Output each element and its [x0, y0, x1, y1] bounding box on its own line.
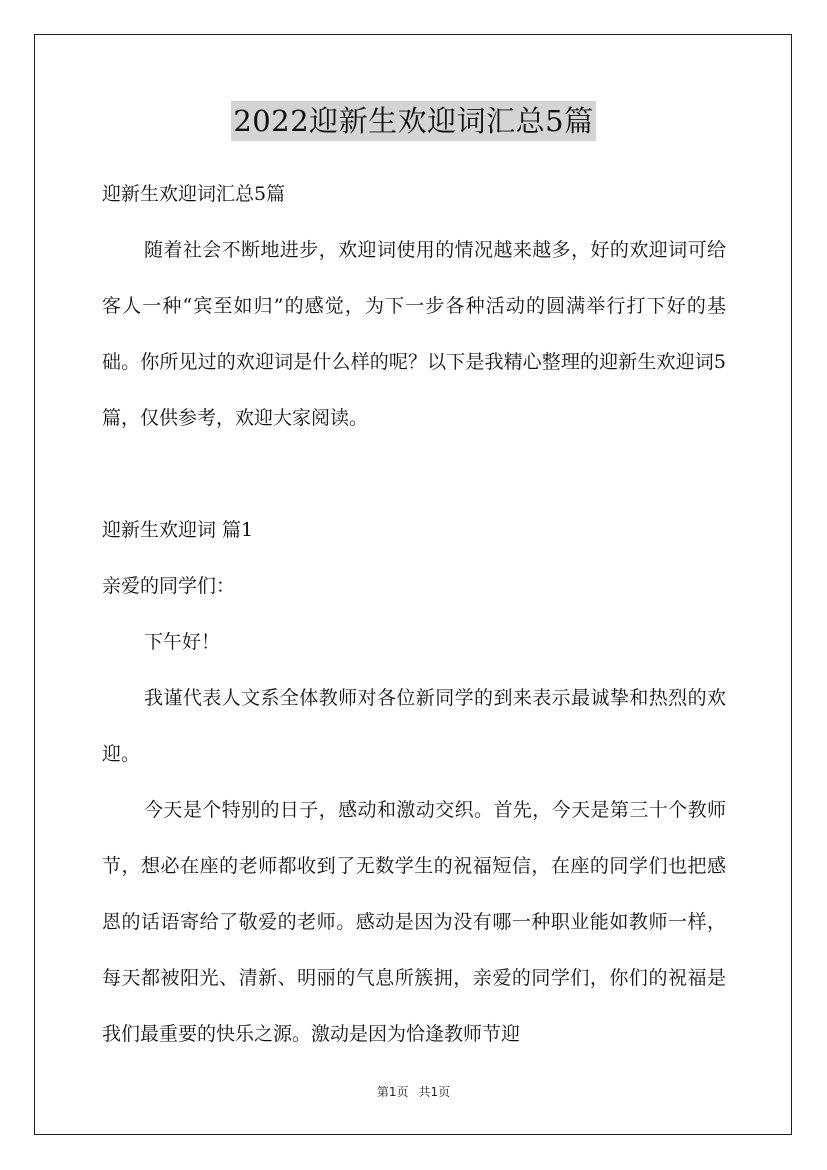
page-footer [0, 1083, 827, 1100]
body-paragraph-2: 今天是个特别的日子，感动和激动交织。首先，今天是第三十个教师节，想必在座的老师都收到了无数学生的祝福短信，在座的同学们也把感恩的话语寄给了敬爱的老师。感动是因为没有哪一种职业能如教师一样，每天都被阳光、清新、明丽的气息所簇拥，亲爱的同学们，你们的祝福是我们最重要的快乐之源。激动是因为恰逢教师节迎 [102, 799, 726, 1045]
page-number: 第1页 [376, 1085, 409, 1099]
document-title [0, 101, 827, 141]
document-body [102, 166, 726, 1062]
body-paragraph-1: 我谨代表人文系全体教师对各位新同学的到来表示最诚挚和热烈的欢迎。 [102, 687, 726, 765]
section-heading: 迎新生欢迎词 篇1 [102, 519, 254, 541]
document-subtitle: 迎新生欢迎词汇总5篇 [102, 183, 286, 205]
page-total: 共1页 [418, 1085, 451, 1099]
intro-paragraph: 随着社会不断地进步，欢迎词使用的情况越来越多，好的欢迎词可给客人一种“宾至如归”的感觉，为下一步各种活动的圆满举行打下好的基础。你所见过的欢迎词是什么样的呢？以下是我精心整理的迎新生欢迎词5篇，仅供参考，欢迎大家阅读。 [102, 239, 726, 429]
blank-line [102, 446, 726, 502]
greeting: 下午好！ [144, 631, 221, 653]
document-title-text: 2022迎新生欢迎词汇总5篇 [231, 101, 595, 141]
salutation: 亲爱的同学们： [102, 575, 236, 597]
